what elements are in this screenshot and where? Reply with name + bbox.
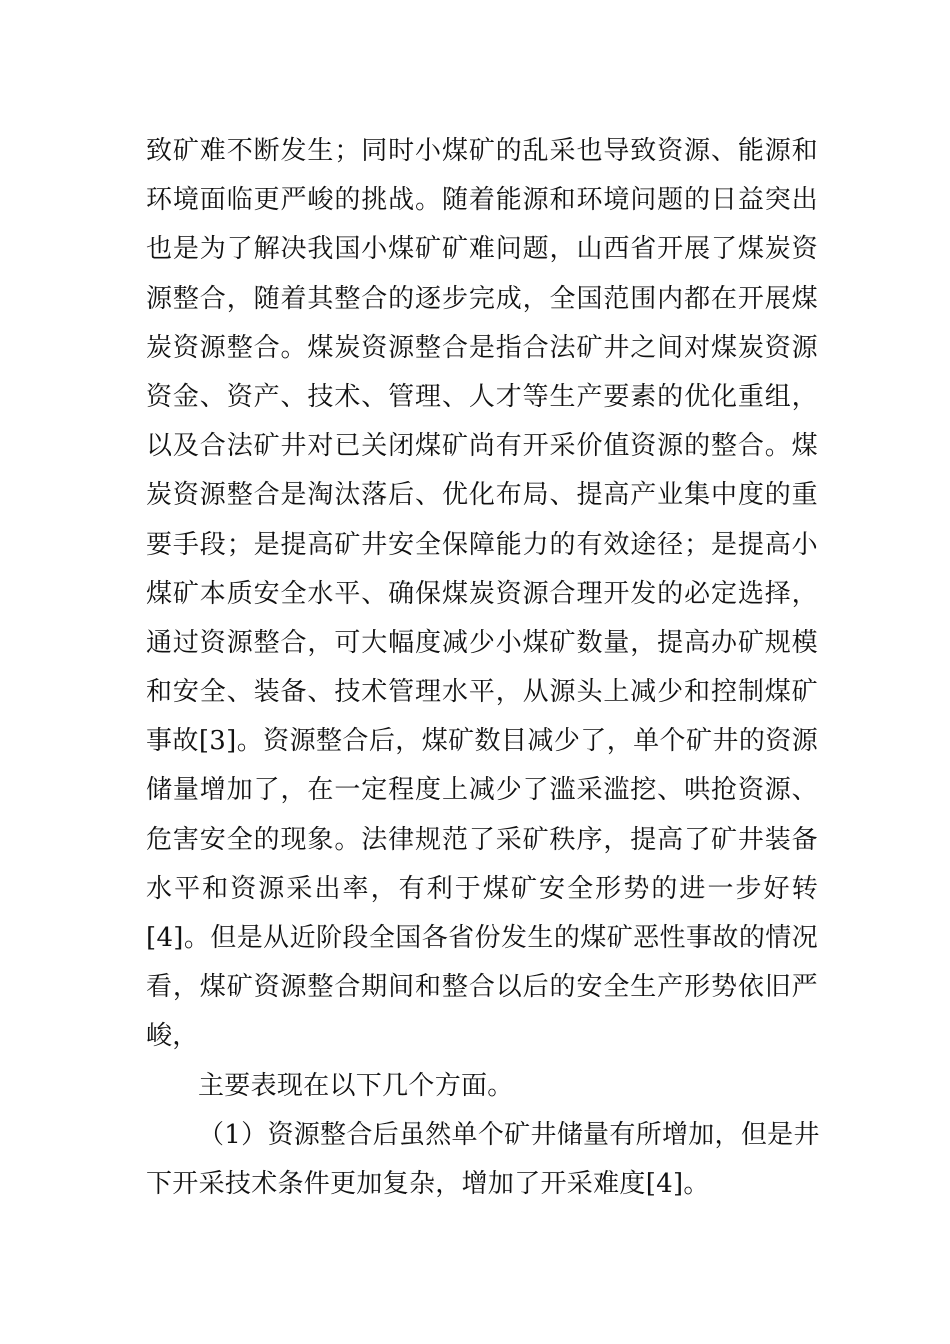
text-line: 要手段；是提高矿井安全保障能力的有效途径；是提高小 xyxy=(146,529,818,560)
text-line: 源整合，随着其整合的逐步完成，全国范围内都在开展煤 xyxy=(146,283,818,314)
text-line: 以及合法矿井对已关闭煤矿尚有开采价值资源的整合。煤 xyxy=(146,431,818,462)
text-line: 危害安全的现象。法律规范了采矿秩序，提高了矿井装备 xyxy=(146,824,818,855)
text-line: 储量增加了，在一定程度上减少了滥采滥挖、哄抢资源、 xyxy=(146,775,818,806)
text-line: 资金、资产、技术、管理、人才等生产要素的优化重组， xyxy=(146,381,818,412)
text-line: 主要表现在以下几个方面。 xyxy=(198,1070,514,1101)
text-line: 和安全、装备、技术管理水平，从源头上减少和控制煤矿 xyxy=(146,677,818,708)
text-line: （1）资源整合后虽然单个矿井储量有所增加，但是井 xyxy=(198,1119,820,1150)
text-line: 看，煤矿资源整合期间和整合以后的安全生产形势依旧严 xyxy=(146,972,818,1003)
text-line: 致矿难不断发生；同时小煤矿的乱采也导致资源、能源和 xyxy=(146,136,818,166)
paragraph-1 xyxy=(146,127,818,1062)
text-line: 炭资源整合。煤炭资源整合是指合法矿井之间对煤炭资源 xyxy=(146,332,818,363)
paragraph-2 xyxy=(146,1062,818,1111)
text-line: 峻， xyxy=(146,1021,199,1052)
text-line: [4]。但是从近阶段全国各省份发生的煤矿恶性事故的情况 xyxy=(146,923,818,953)
text-line: 水平和资源采出率，有利于煤矿安全形势的进一步好转 xyxy=(146,873,818,904)
body-text xyxy=(146,127,818,1209)
text-line: 事故[3]。资源整合后，煤矿数目减少了，单个矿井的资源 xyxy=(146,726,818,757)
text-line: 煤矿本质安全水平、确保煤炭资源合理开发的必定选择， xyxy=(146,578,818,609)
text-line: 也是为了解决我国小煤矿矿难问题，山西省开展了煤炭资 xyxy=(146,234,818,265)
paragraph-3 xyxy=(146,1111,818,1209)
text-line: 下开采技术条件更加复杂，增加了开采难度[4]。 xyxy=(146,1168,710,1199)
text-line: 炭资源整合是淘汰落后、优化布局、提高产业集中度的重 xyxy=(146,480,818,511)
text-line: 通过资源整合，可大幅度减少小煤矿数量，提高办矿规模 xyxy=(146,627,818,658)
text-line: 环境面临更严峻的挑战。随着能源和环境问题的日益突出 xyxy=(146,185,818,216)
